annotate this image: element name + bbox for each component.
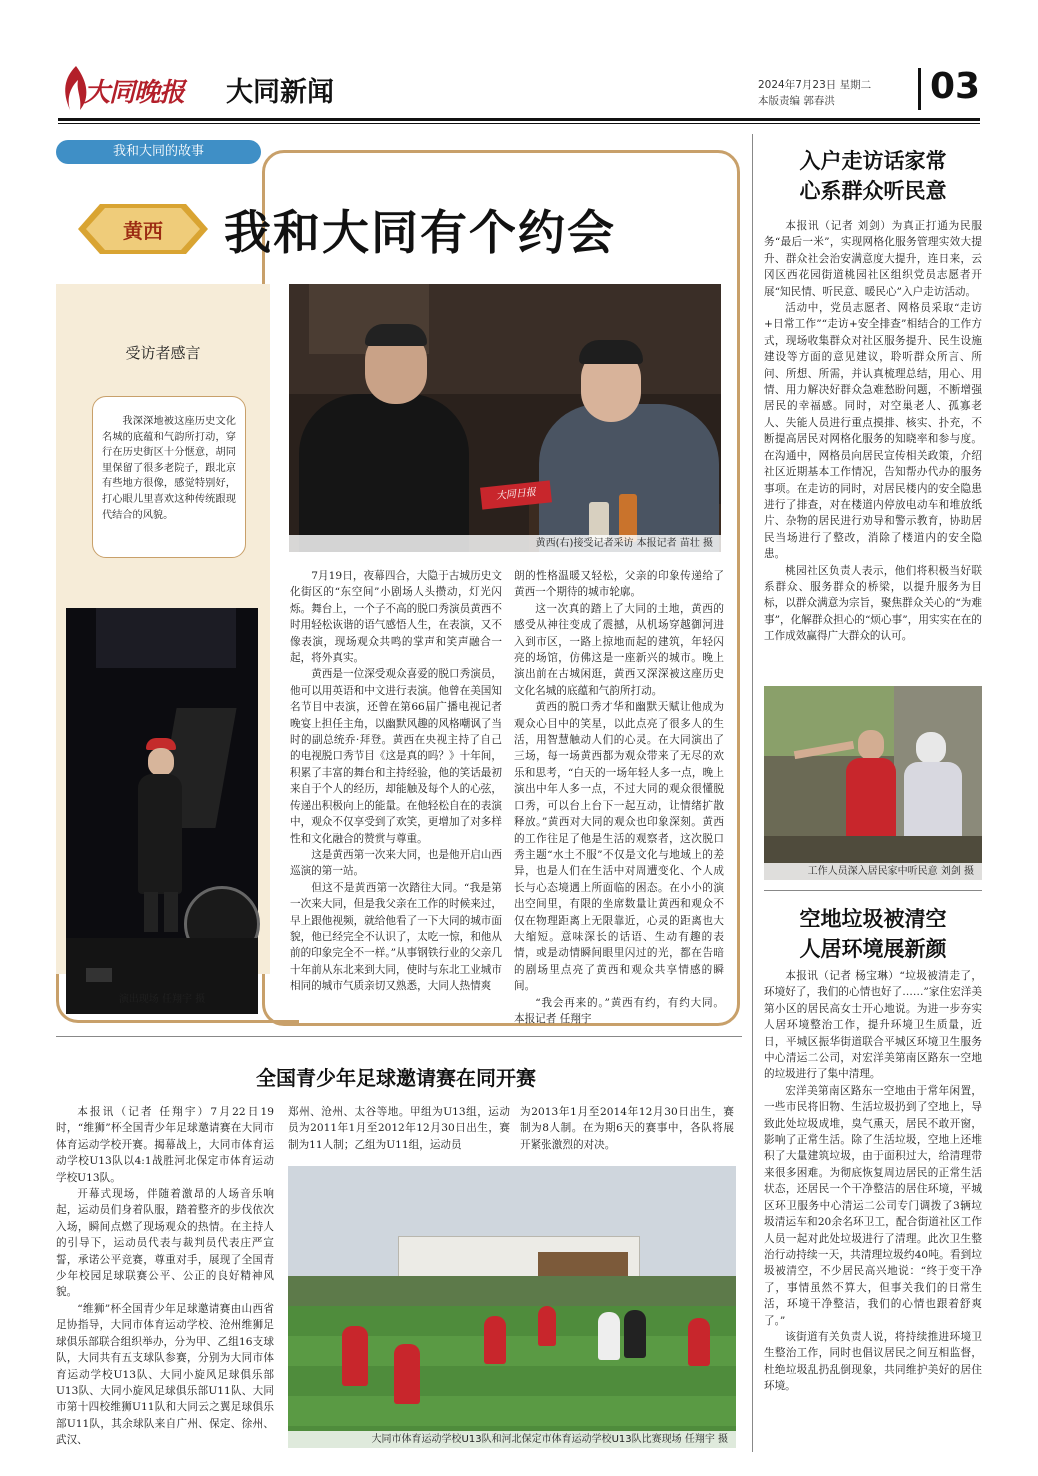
story2-paragraph: 本报讯（记者 杨宝琳）“垃圾被清走了，环境好了，我们的心情也好了……”家住宏洋美第小区的居民高女士开心地说。为进一步夯实人居环境整治工作，提升环境卫生质量，近日，平城区振华街道联合平城区环境卫生服务中心清运二公司，对宏洋美第南区路东一空地的垃圾进行了集中清理。: [764, 970, 982, 1081]
section-title: 大同新闻: [226, 77, 334, 108]
feature-paragraph: 黄西是一位深受观众喜爱的脱口秀演员，他可以用英语和中文进行表演。他曾在美国知名节目中表演，还曾在第66届广播电视记者晚宴上担任主角，以幽默风趣的风格嘲讽了当时的副总统乔·拜登。黄西在央视主持了自己的电视脱口秀节目《这是真的吗？》十年间，积累了丰富的舞台和主持经验，他的笑话最初来自于个人的经历，却能触及每个人的心弦，传递出积极向上的能量。在他轻松自在的表演中，观众不仅享受到了欢笑，更增加了对多样性和文化融合的赞赏与尊重。: [290, 668, 502, 845]
page-number-divider: [918, 68, 921, 110]
performance-photo: [66, 608, 258, 1014]
bottom-story-headline: 全国青少年足球邀请赛在同开赛: [256, 1066, 536, 1090]
football-photo-caption: 大同市体育运动学校U13队和河北保定市体育运动学校U13队比赛现场 任翔宇 摄: [288, 1431, 736, 1448]
column-divider-right: [752, 134, 753, 1452]
issue-date: 2024年7月23日 星期二: [758, 79, 872, 91]
football-photo: [288, 1166, 736, 1448]
story2-paragraph: 宏洋美第南区路东一空地由于常年闲置，一些市民将旧物、生活垃圾扔到了空地上，导致此处垃圾成堆，臭气熏天，居民不敢开窗，影响了正常生活。除了生活垃圾，空地上还堆积了大量建筑垃圾，由于面积过大，给清理带来很多困难。为彻底恢复周边居民的正常生活状态，还居民一个干净整洁的居住环境，平城区环卫服务中心清运二公司专门调拨了3辆垃圾清运车和20余名环卫工，配合街道社区工作人员一起对此处垃圾进行了清理。此次卫生整治行动持续一天，共清理垃圾约40吨。看到垃圾被清空，不少居民高兴地说：“终于变干净了，事情虽然不算大，但事关我们的日常生活，环境干净整洁，我们的心情也跟着舒爽了。”: [764, 1084, 982, 1327]
story2-headline-line2: 人居环境展新颜: [799, 937, 947, 961]
feature-headline: 我和大同有个约会: [224, 206, 616, 261]
bottom-body-col3: [520, 1104, 734, 1156]
interviewee-name: 黄西: [123, 219, 163, 243]
bottom-paragraph: 本报讯（记者 任翔宇）7月22日19时，“维狮”杯全国青少年足球邀请赛在大同市体育运动学校开赛。揭幕战上，大同市体育运动学校U13队以4:1战胜河北保定市体育运动学校U13队。: [56, 1106, 274, 1184]
story1-paragraph: 活动中，党员志愿者、网格员采取“走访+日常工作”“走访+安全排查”相结合的工作方式，现场收集群众对社区服务提升、民生设施建设等方面的意见建议，聆听群众所言、所问、所想、所需，并认真梳理总结，用心、用情、用力解决好群众急难愁盼问题，不断增强居民的幸福感。同时，对空巢老人、孤寡老人、失能人员进行重点摸排、核实、扑充，不断提高居民对网格化服务的知晓率和参与度。在沟通中，网格员向居民宣传相关政策，介绍社区近期基本工作情况，告知帮办代办的服务事项。在走访的同时，对居民楼内的安全隐患进行了排查，对在楼道内停放电动车和堆放纸片、杂物的居民进行劝导和警示教育，协助居民当场进行了整改，消除了楼道内的安全隐患。: [764, 302, 982, 561]
masthead: [0, 0, 1038, 125]
story1-paragraph: 桃园社区负责人表示，他们将积极当好联系群众、服务群众的桥梁，以提升服务为目标，以群众满意为宗旨，聚焦群众关心的“为难事”，化解群众担心的“烦心事”，用实实在在的工作成效赢得广大群众的认可。: [764, 564, 982, 643]
bottom-paragraph: 开幕式现场，伴随着激昂的人场音乐响起，运动员们身着队服，踏着整齐的步伐依次入场，瞬间点燃了现场观众的热情。在主持人的引导下，运动员代表与裁判员代表庄严宣誓，承诺公平竞赛，尊重对手，展现了全国青少年校园足球联赛公平、公正的良好精神风貌。: [56, 1188, 274, 1299]
story2-headline-line1: 空地垃圾被清空: [799, 907, 947, 931]
story1-headline-line2: 心系群众听民意: [799, 179, 947, 203]
quote-text: 我深深地被这座历史文化名城的底蕴和气韵所打动，穿行在历史街区十分惬意，胡同里保留了很多老院子，跟北京有些地方很像，感觉特别好，打心眼儿里喜欢这种传统跟现代结合的风貌。: [102, 416, 236, 521]
performance-photo-caption: 演出现场 任翔宇 摄: [118, 994, 206, 1005]
feature-paragraph: “我会再来的。”黄西有约，有约大同。 本报记者 任翔宇: [514, 996, 724, 1025]
story1-headline: [762, 146, 984, 206]
logo-text: 大同晚报: [84, 78, 185, 108]
newspaper-logo: [58, 62, 198, 114]
bottom-paragraph: 郑州、沧州、太谷等地。甲组为U13组，运动员为2011年1月至2012年12月30日出生，赛制为11人制；乙组为U11组，运动员: [288, 1106, 510, 1151]
masthead-thin-rule: [58, 123, 980, 124]
feature-body-col2: [514, 568, 724, 1025]
feature-paragraph: 这是黄西第一次来大同，也是他开启山西巡演的第一站。: [290, 848, 502, 878]
story2-paragraph: 该街道有关负责人说，将持续推进环境卫生整治工作，同时也倡议居民之间互相监督，杜绝垃圾乱扔乱倒现象，共同维护美好的居住环境。: [764, 1330, 982, 1393]
bottom-paragraph: 为2013年1月至2014年12月30日出生，赛制为8人制。在为期6天的赛事中，各队将展开紧张激烈的对决。: [520, 1106, 734, 1151]
quote-heading: 受访者感言: [125, 344, 201, 362]
feature-body-col1: [290, 568, 502, 1012]
story1-headline-line1: 入户走访话家常: [799, 149, 947, 173]
story2-headline: [762, 904, 984, 964]
interview-photo-caption: 黄西(右)接受记者采访 本报记者 苗壮 摄: [289, 535, 721, 552]
page-number: 03: [930, 66, 981, 107]
masthead-rule: [58, 118, 980, 121]
interview-photo: [289, 284, 721, 552]
story1-body: [764, 218, 982, 670]
feature-paragraph: 黄西的脱口秀才华和幽默天赋让他成为观众心目中的笑星，以此点亮了很多人的生活，用智慧触动人们的心灵。在大同演出了三场，每一场黄西都为观众带来了无尽的欢乐和思考，“白天的一场年轻人多一点，晚上演出中年人多一点，不过大同的观众很懂脱口秀，可以台上台下一起互动，让情绪扩散释放。”黄西对大同的观众也印象深刻。黄西的工作往足了他是生活的观察者，这次脱口秀主题“水土不服”不仅是文化与地域上的差异，也是人们在生活中对周遭变化、个人成长与心态境遇上所面临的困态。在小小的演出空间里，有限的坐席数量让黄西和观众不仅在物理距离上无限靠近，心灵的距离也大大缩短。意味深长的话语、生动有趣的表情，或是动情瞬间眼里闪过的光，都在告暗的剧场里点亮了黄西和观众共享情感的瞬间。: [514, 701, 724, 993]
feature-paragraph: 朗的性格温暖又轻松，父亲的印象传递给了黄西一个期待的城市轮廓。: [514, 570, 724, 599]
story1-paragraph: 本报讯（记者 刘剑）为真正打通为民服务“最后一米”，实现网格化服务管理实效大提升、群众社会治安满意度大提升，连日来，云冈区西花园街道桃园社区组织党员志愿者开展“知民情、听民意、暖民心”入户走访活动。: [764, 220, 982, 298]
right-column-rule: [764, 890, 982, 891]
feature-paragraph: 但这不是黄西第一次踏往大同。“我是第一次来大同，但是我父亲在工作的时候来过，早上跟他视频，就给他看了一下大同的城市面貌，他已经完全不认识了，太吃一惊，和他从前的印象完全不一样。”从事钢铁行业的父亲几十年前从东北来到大同，使时与东北工业城市相同的城市气质亲切又熟悉，大同人热情爽: [290, 881, 502, 993]
story2-body: [764, 968, 982, 1440]
name-tag: [78, 204, 208, 254]
column-tag: [56, 140, 261, 164]
bottom-story-rule: [56, 1036, 742, 1037]
bottom-body-col2: [288, 1104, 510, 1156]
page-editor: 本版责编 郭春洪: [758, 95, 835, 107]
visit-photo-caption: 工作人员深入居民家中听民意 刘剑 摄: [764, 863, 982, 880]
feature-paragraph: 7月19日，夜幕四合，大隐于古城历史文化街区的“东空间”小剧场人头攒动，灯光闪烁。舞台上，一个子不高的脱口秀演员黄西不时用轻松诙谐的语气感悟人生，在表演，又不像表演，现场观众共鸣的掌声和笑声融合一起，将外真实。: [290, 570, 502, 665]
column-tag-text: 我和大同的故事: [112, 144, 204, 159]
bottom-body-col1: [56, 1104, 274, 1450]
bottom-paragraph: “维狮”杯全国青少年足球邀请赛由山西省足协指导，大同市体育运动学校、沧州维狮足球俱乐部联合组织举办，分为甲、乙组16支球队，大同共有五支球队参赛，分别为大同市体育运动学校U13队、大同小旋风足球俱乐部U13队、大同小旋风足球俱乐部U11队、大同市第十四校维狮U11队和大同云之翼足球俱乐部U11队，其余球队来自广州、保定、徐州、武汉、: [56, 1302, 274, 1447]
paper-cup-text: 大同日报: [495, 486, 537, 503]
feature-paragraph: 这一次真的踏上了大同的土地，黄西的感受从神往变成了震撼，从机场穿越御河进入到市区，一路上掠地而起的建筑，年轻闪亮的场馆，仿佛这是一座新兴的城市。晚上演出前在古城闲逛，黄西又深深被这座历史文化名城的底蕴和气韵所打动。: [514, 602, 724, 697]
visit-photo: [764, 686, 982, 880]
